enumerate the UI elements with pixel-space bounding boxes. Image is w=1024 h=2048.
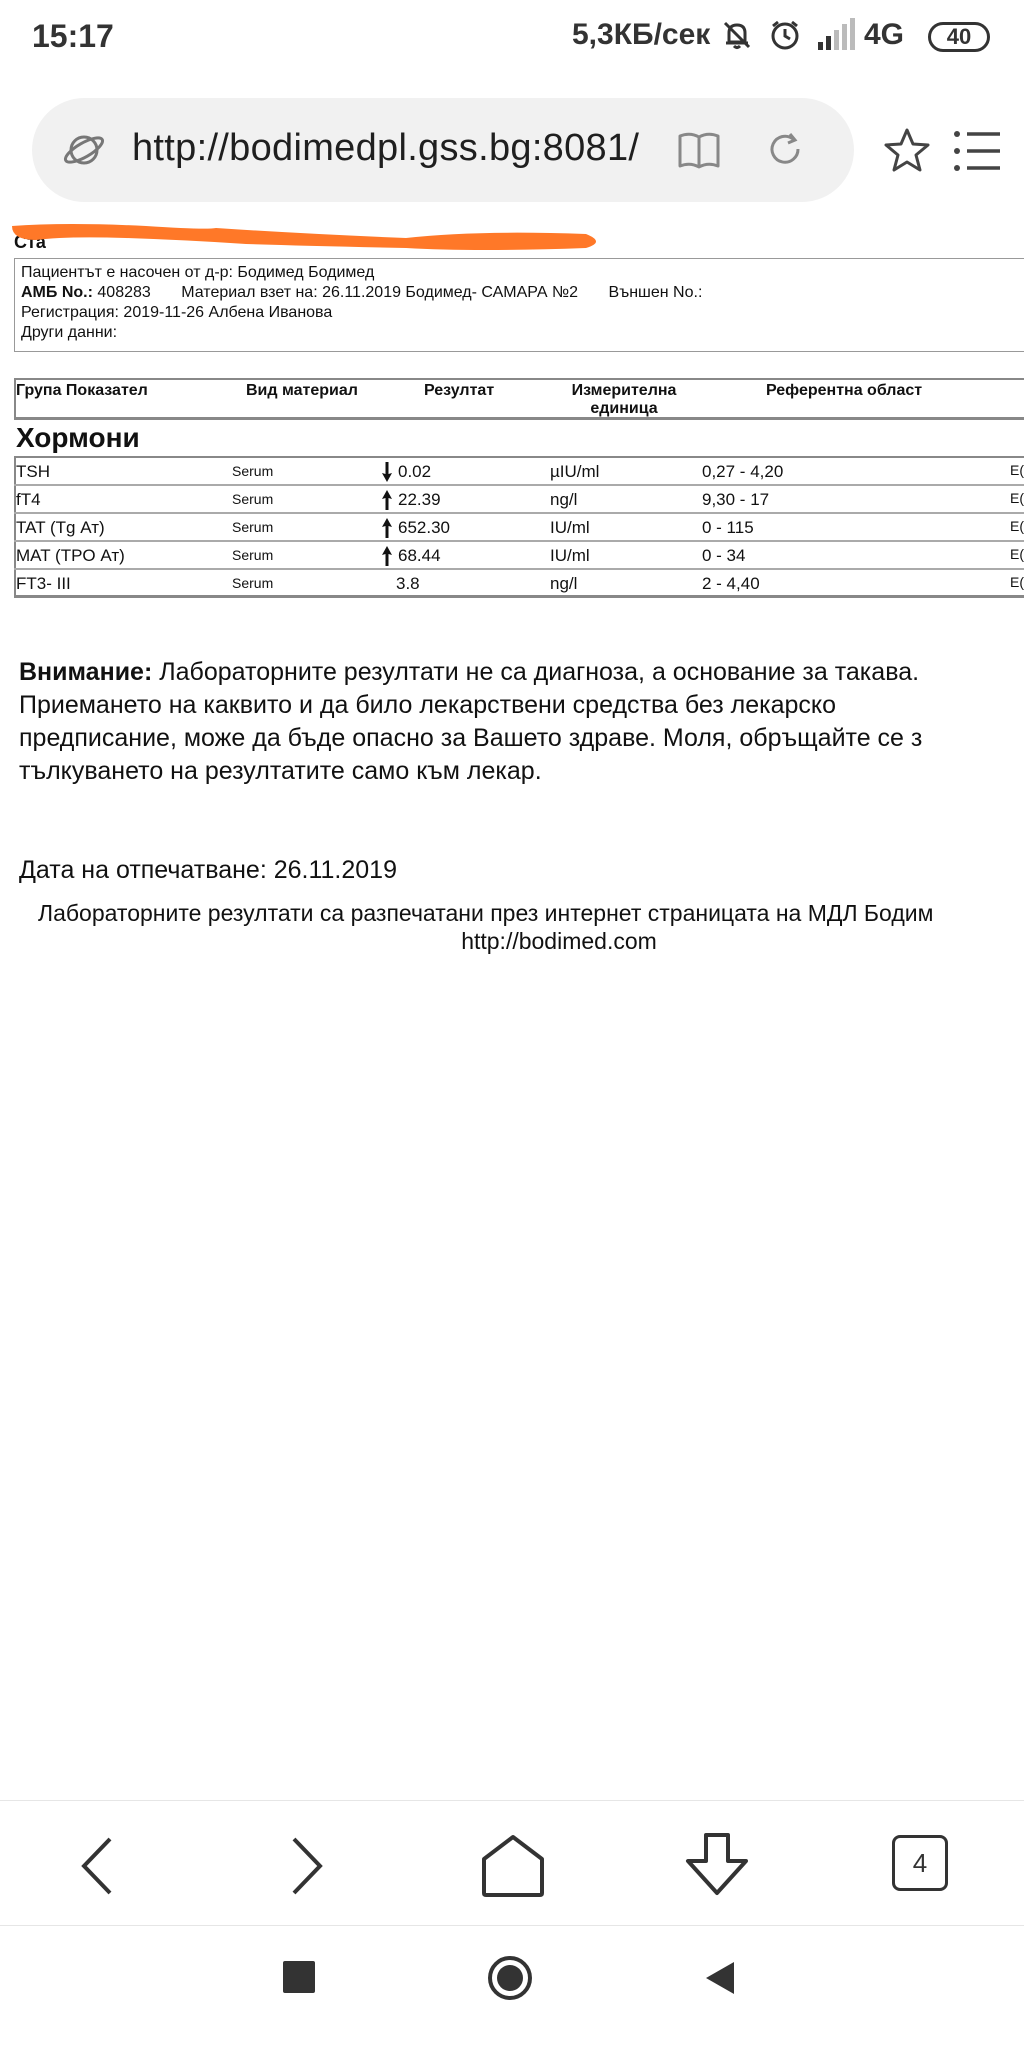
method-cell: E( xyxy=(1010,518,1024,534)
recents-icon[interactable] xyxy=(282,1960,316,1999)
result-cell: 0.02 xyxy=(398,462,432,481)
redaction-scribble xyxy=(6,216,602,256)
globe-icon xyxy=(62,128,106,177)
material-cell: Serum xyxy=(232,547,274,563)
material-cell: Serum xyxy=(232,575,274,591)
method-cell: E( xyxy=(1010,490,1024,506)
footer-note: Лабораторните резултати са разпечатани през интернет страницата на МДЛ Бодим xyxy=(38,900,934,926)
material-taken: Материал взет на: 26.11.2019 Бодимед- САМАРА №2 xyxy=(181,284,579,301)
warning-label: Внимание: xyxy=(19,658,153,686)
table-row xyxy=(14,514,1024,542)
col-unit xyxy=(544,382,704,418)
result-cell: 68.44 xyxy=(398,546,441,565)
footer-link[interactable]: http://bodimed.com xyxy=(461,928,657,954)
table-row xyxy=(14,458,1024,486)
download-icon[interactable] xyxy=(682,1831,752,1901)
warning-line-1: Лабораторните резултати не са диагноза, а основание за такава. xyxy=(159,658,920,686)
col-unit-line2: единица xyxy=(590,400,658,417)
reference-cell: 0,27 - 4,20 xyxy=(702,462,784,481)
forward-icon[interactable] xyxy=(272,1831,342,1901)
table-row xyxy=(14,486,1024,514)
method-cell: E( xyxy=(1010,546,1024,562)
result-cell: 3.8 xyxy=(396,574,420,593)
col-reference: Референтна област xyxy=(766,382,923,399)
analyte-name: MAT (TPO Ат) xyxy=(16,546,125,565)
result-cell: 22.39 xyxy=(398,490,441,509)
reference-cell: 9,30 - 17 xyxy=(702,490,770,509)
network-type: 4G xyxy=(864,18,905,51)
referral-line: Пациентът е насочен от д-р: Бодимед Бодимед xyxy=(21,264,375,281)
network-speed: 5,3КБ/сек xyxy=(572,18,711,51)
method-cell: E( xyxy=(1010,462,1024,478)
tabs-count: 4 xyxy=(892,1835,948,1891)
result-cell: 652.30 xyxy=(398,518,450,537)
unit-cell: ng/l xyxy=(550,490,578,509)
url-text[interactable]: http://bodimedpl.gss.bg:8081/ xyxy=(132,127,640,169)
warning-line-4: тълкуването на резултатите само към лекар. xyxy=(19,757,542,785)
material-cell: Serum xyxy=(232,491,274,507)
table-body xyxy=(14,458,1024,598)
col-material: Вид материал xyxy=(246,382,358,399)
amb-line xyxy=(21,283,1024,303)
unit-cell: ng/l xyxy=(550,574,578,593)
col-group: Група Показател xyxy=(16,382,148,399)
home-icon[interactable] xyxy=(478,1831,548,1901)
browser-toolbar xyxy=(0,1800,1024,1926)
back-icon[interactable] xyxy=(702,1960,736,2001)
external-number: Външен No.: xyxy=(608,284,703,301)
address-bar[interactable] xyxy=(32,98,854,202)
star-icon[interactable] xyxy=(882,126,932,181)
analyte-name: TSH xyxy=(16,462,50,481)
flag-arrow-icon xyxy=(380,545,394,567)
results-table xyxy=(14,378,1024,598)
flag-arrow-icon xyxy=(380,489,394,511)
unit-cell: IU/ml xyxy=(550,546,590,565)
warning-text xyxy=(19,656,1024,788)
reference-cell: 0 - 115 xyxy=(702,518,754,537)
home-icon[interactable] xyxy=(486,1954,534,2007)
patient-name-partial: Ста xyxy=(14,232,46,252)
amb-label: АМБ No.: xyxy=(21,284,93,301)
arrow-up-icon xyxy=(382,546,392,566)
status-bar xyxy=(0,0,1024,72)
menu-icon[interactable] xyxy=(952,128,1002,179)
status-time: 15:17 xyxy=(32,18,114,54)
system-nav-bar xyxy=(0,1928,1024,2048)
tabs-icon[interactable] xyxy=(892,1835,962,1905)
method-cell: E( xyxy=(1010,574,1024,590)
print-date: Дата на отпечатване: 26.11.2019 xyxy=(19,856,397,884)
table-header xyxy=(14,378,1024,420)
flag-arrow-icon xyxy=(380,461,394,483)
table-row xyxy=(14,570,1024,598)
arrow-down-icon xyxy=(382,462,392,482)
signal-icon xyxy=(816,18,856,57)
warning-line-2: Приемането на каквито и да било лекарствени средства без лекарско xyxy=(19,691,837,719)
registration-line: Регистрация: 2019-11-26 Албена Иванова xyxy=(21,304,333,321)
group-row xyxy=(14,420,1024,458)
unit-cell: IU/ml xyxy=(550,518,590,537)
reference-cell: 2 - 4,40 xyxy=(702,574,760,593)
reader-mode-icon[interactable] xyxy=(676,128,722,177)
reference-cell: 0 - 34 xyxy=(702,546,746,565)
warning-line-3: предписание, може да бъде опасно за Вашето здраве. Моля, обръщайте се з xyxy=(19,724,923,752)
arrow-up-icon xyxy=(382,518,392,538)
amb-number: 408283 xyxy=(97,284,151,301)
other-data-line: Други данни: xyxy=(21,324,118,341)
group-name: Хормони xyxy=(16,422,140,453)
analyte-name: FT3- III xyxy=(16,574,71,593)
flag-arrow-icon xyxy=(380,517,394,539)
alarm-icon xyxy=(768,18,802,57)
unit-cell: µIU/ml xyxy=(550,462,600,481)
table-row xyxy=(14,542,1024,570)
analyte-name: TAT (Tg Ат) xyxy=(16,518,105,537)
battery-indicator: 40 xyxy=(928,22,990,52)
arrow-up-icon xyxy=(382,490,392,510)
analyte-name: fT4 xyxy=(16,490,41,509)
muted-icon xyxy=(720,18,754,57)
material-cell: Serum xyxy=(232,463,274,479)
col-result: Резултат xyxy=(424,382,495,399)
material-cell: Serum xyxy=(232,519,274,535)
back-icon[interactable] xyxy=(66,1831,136,1901)
col-unit-line1: Измерителна xyxy=(571,382,677,399)
patient-info-box xyxy=(14,258,1024,352)
reload-icon[interactable] xyxy=(762,126,808,177)
